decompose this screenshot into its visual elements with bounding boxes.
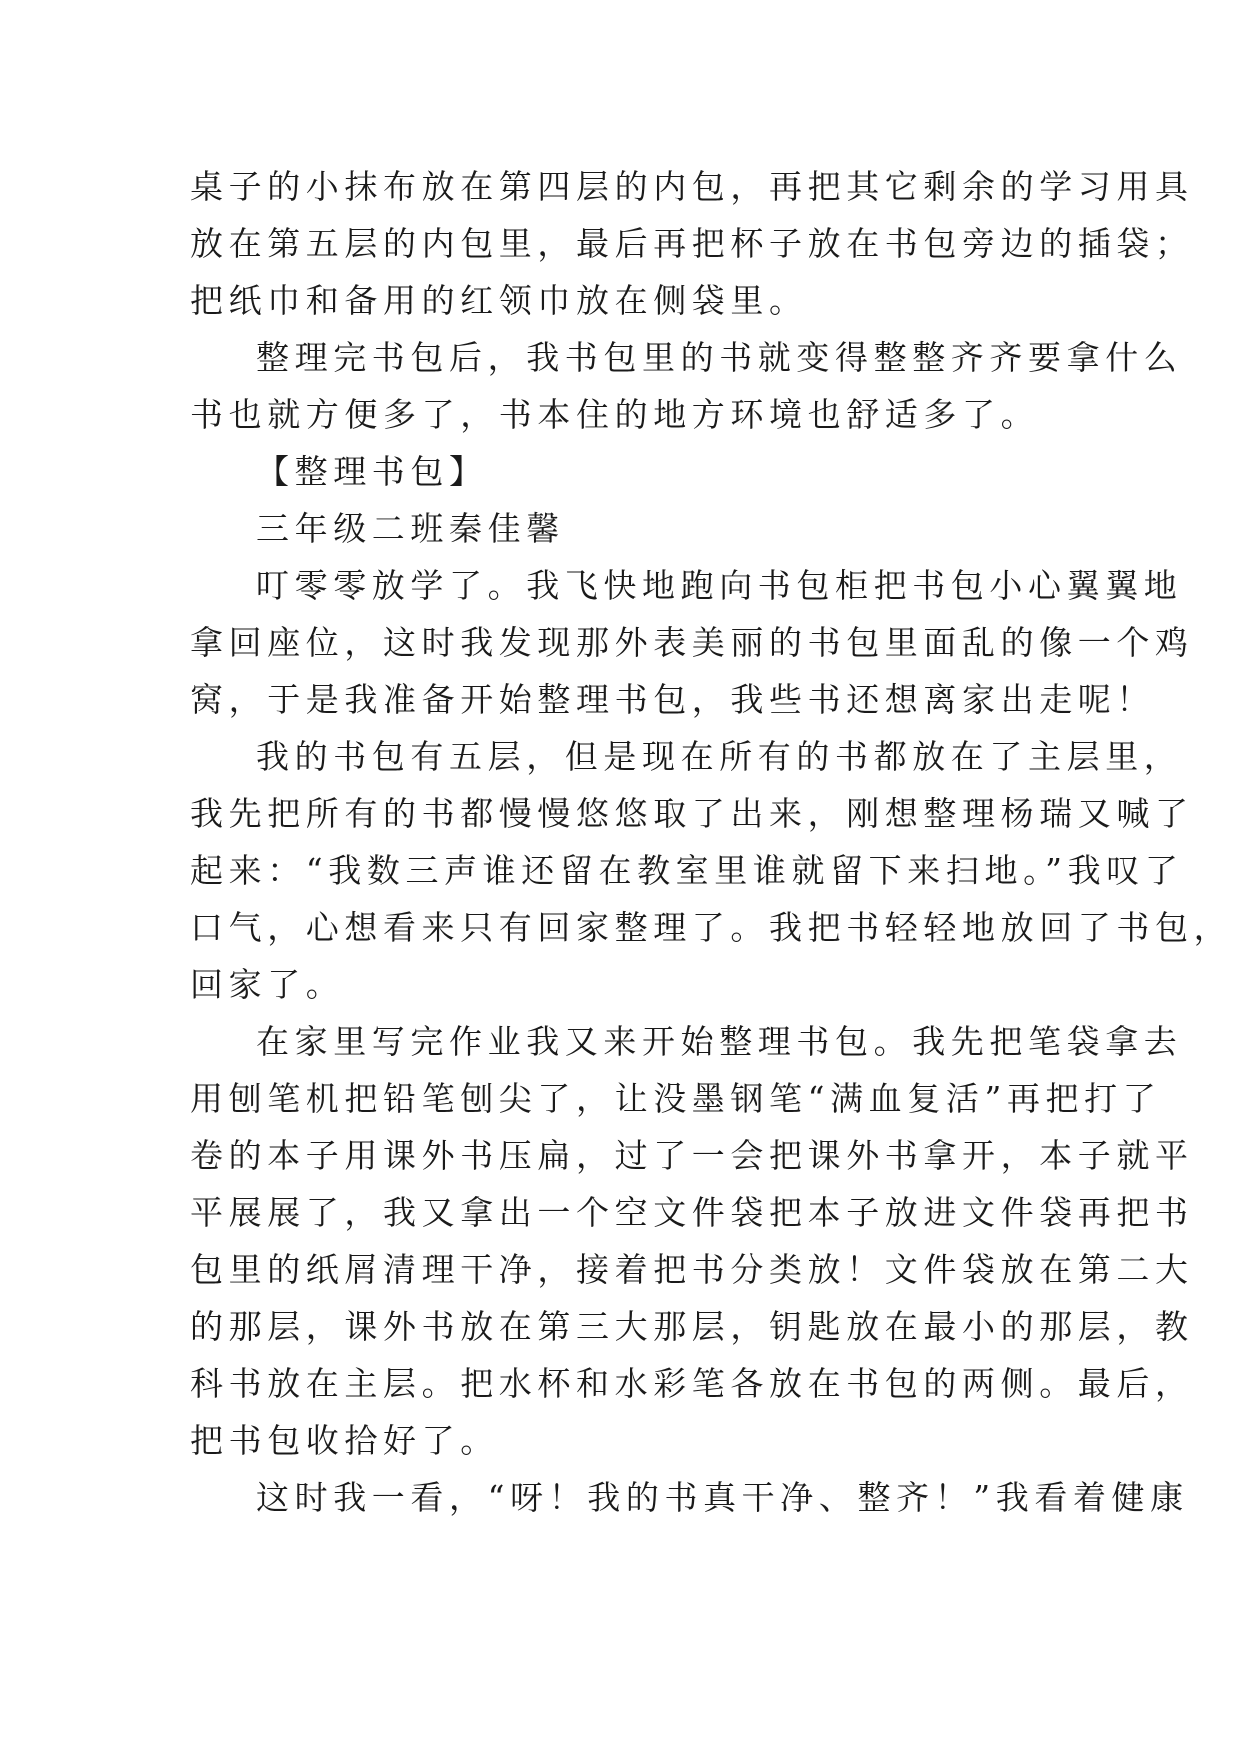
paragraph-start-line: 叮零零放学了。我飞快地跑向书包柜把书包小心翼翼地	[256, 566, 1183, 605]
paragraph-start-line: 在家里写完作业我又来开始整理书包。我先把笔袋拿去	[256, 1022, 1183, 1061]
text-line: 卷的本子用课外书压扁，过了一会把课外书拿开，本子就平	[190, 1136, 1194, 1175]
text-line: 我先把所有的书都慢慢悠悠取了出来，刚想整理杨瑞又喊了	[190, 794, 1194, 833]
text-line: 放在第五层的内包里，最后再把杯子放在书包旁边的插袋；	[190, 224, 1194, 263]
paragraph-start-line: 我的书包有五层，但是现在所有的书都放在了主层里，	[256, 737, 1183, 776]
text-line: 用刨笔机把铅笔刨尖了，让没墨钢笔“满血复活”再把打了	[190, 1079, 1162, 1118]
author-line: 三年级二班秦佳馨	[256, 509, 565, 548]
text-line: 起来：“我数三声谁还留在教室里谁就留下来扫地。”我叹了	[190, 851, 1184, 890]
text-line: 把书包收拾好了。	[190, 1421, 499, 1460]
section-title: 【整理书包】	[256, 452, 488, 491]
text-line: 包里的纸屑清理干净，接着把书分类放！文件袋放在第二大	[190, 1250, 1194, 1289]
text-line: 科书放在主层。把水杯和水彩笔各放在书包的两侧。最后，	[190, 1364, 1194, 1403]
paragraph-start-line: 整理完书包后，我书包里的书就变得整整齐齐要拿什么	[256, 338, 1183, 377]
text-line: 把纸巾和备用的红领巾放在侧袋里。	[190, 281, 808, 320]
text-line: 平展展了，我又拿出一个空文件袋把本子放进文件袋再把书	[190, 1193, 1194, 1232]
text-line: 拿回座位，这时我发现那外表美丽的书包里面乱的像一个鸡	[190, 623, 1194, 662]
text-line: 的那层，课外书放在第三大那层，钥匙放在最小的那层，教	[190, 1307, 1194, 1346]
paragraph-start-line: 这时我一看，“呀！我的书真干净、整齐！”我看着健康	[256, 1478, 1189, 1517]
text-line: 回家了。	[190, 965, 345, 1004]
text-line: 桌子的小抹布放在第四层的内包，再把其它剩余的学习用具	[190, 167, 1194, 206]
text-line: 口气，心想看来只有回家整理了。我把书轻轻地放回了书包，	[190, 908, 1233, 947]
document-body	[190, 158, 1233, 1526]
text-line: 窝，于是我准备开始整理书包，我些书还想离家出走呢！	[190, 680, 1155, 719]
text-line: 书也就方便多了，书本住的地方环境也舒适多了。	[190, 395, 1040, 434]
